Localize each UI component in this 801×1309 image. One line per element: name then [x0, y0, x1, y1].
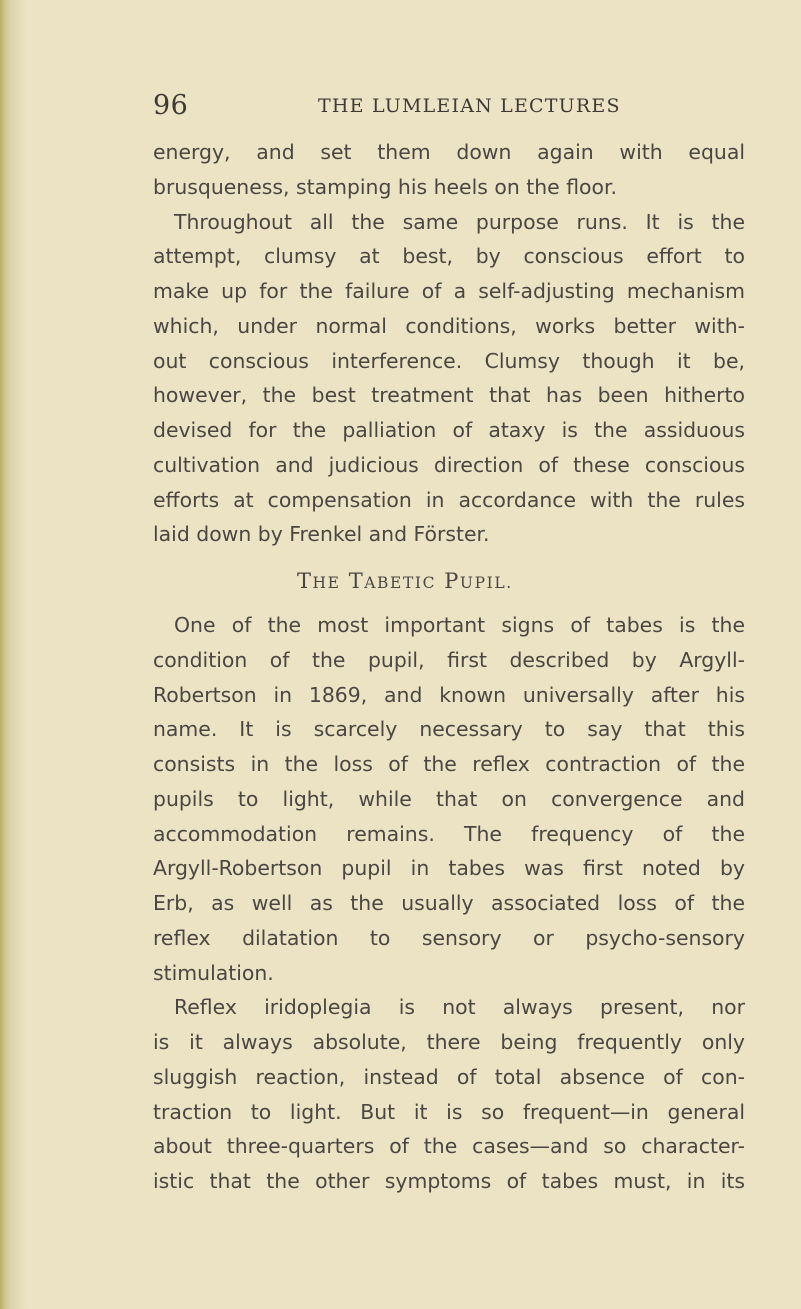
text-line: laid down by Frenkel and Förster.	[153, 522, 490, 547]
text-line: Erb, as well as the usually associated loss of the	[153, 891, 745, 915]
text-line: sluggish reaction, instead of total absence of con-	[153, 1064, 745, 1089]
text-line: Argyll-Robertson pupil in tabes was first noted by	[153, 856, 745, 881]
text-line: is it always absolute, there being frequently only	[153, 1030, 745, 1054]
text-line: efforts at compensation in accordance with the rules	[153, 487, 745, 512]
page-number: 96	[153, 90, 189, 121]
text-line: energy, and set them down again with equal	[153, 140, 745, 164]
text-line: out conscious interference. Clumsy though it be,	[153, 348, 745, 373]
text-line: Robertson in 1869, and known universally after his	[153, 682, 745, 707]
section-heading	[153, 552, 745, 608]
page-binding-edge	[0, 0, 6, 1309]
text-line: cultivation and judicious direction of these conscious	[153, 452, 745, 477]
text-line: accommodation remains. The frequency of the	[153, 821, 745, 846]
text-line: make up for the failure of a self-adjusting mechanism	[153, 279, 745, 303]
paragraph-block-ataxy	[153, 135, 745, 552]
text-line: stimulation.	[153, 960, 274, 985]
body-text	[153, 135, 745, 1199]
heading-word-initial: T	[297, 569, 313, 593]
running-title: THE LUMLEIAN LECTURES	[318, 95, 621, 117]
text-line: reflex dilatation to sensory or psycho-sensory	[153, 925, 745, 950]
text-line: which, under normal conditions, works better with-	[153, 313, 745, 338]
text-line: consists in the loss of the reflex contraction of the	[153, 752, 745, 776]
text-line: One of the most important signs of tabes is the	[174, 613, 745, 637]
text-line: brusqueness, stamping his heels on the floor.	[153, 174, 617, 199]
heading-word-rest: HE	[312, 574, 341, 592]
text-line: pupils to light, while that on convergence and	[153, 786, 745, 811]
heading-word-initial: T	[348, 569, 365, 593]
text-line: traction to light. But it is so frequent—in general	[153, 1099, 745, 1124]
text-line: Reflex iridoplegia is not always present, nor	[174, 995, 745, 1020]
text-line: istic that the other symptoms of tabes must, in its	[153, 1169, 745, 1193]
heading-word-rest: UPIL.	[459, 574, 513, 592]
text-line: attempt, clumsy at best, by conscious effort to	[153, 244, 745, 269]
heading-word-rest: ABETIC	[364, 574, 437, 592]
text-line: name. It is scarcely necessary to say that this	[153, 717, 745, 742]
text-line: however, the best treatment that has been hitherto	[153, 383, 745, 408]
text-line: about three-quarters of the cases—and so character-	[153, 1134, 745, 1159]
text-line: devised for the palliation of ataxy is the assiduous	[153, 418, 745, 442]
running-header	[0, 90, 801, 122]
heading-word-initial: P	[444, 569, 460, 593]
paragraph-block-tabetic-pupil	[153, 608, 745, 1199]
text-line: Throughout all the same purpose runs. It is the	[174, 209, 745, 234]
text-line: condition of the pupil, first described by Argyll-	[153, 647, 745, 672]
